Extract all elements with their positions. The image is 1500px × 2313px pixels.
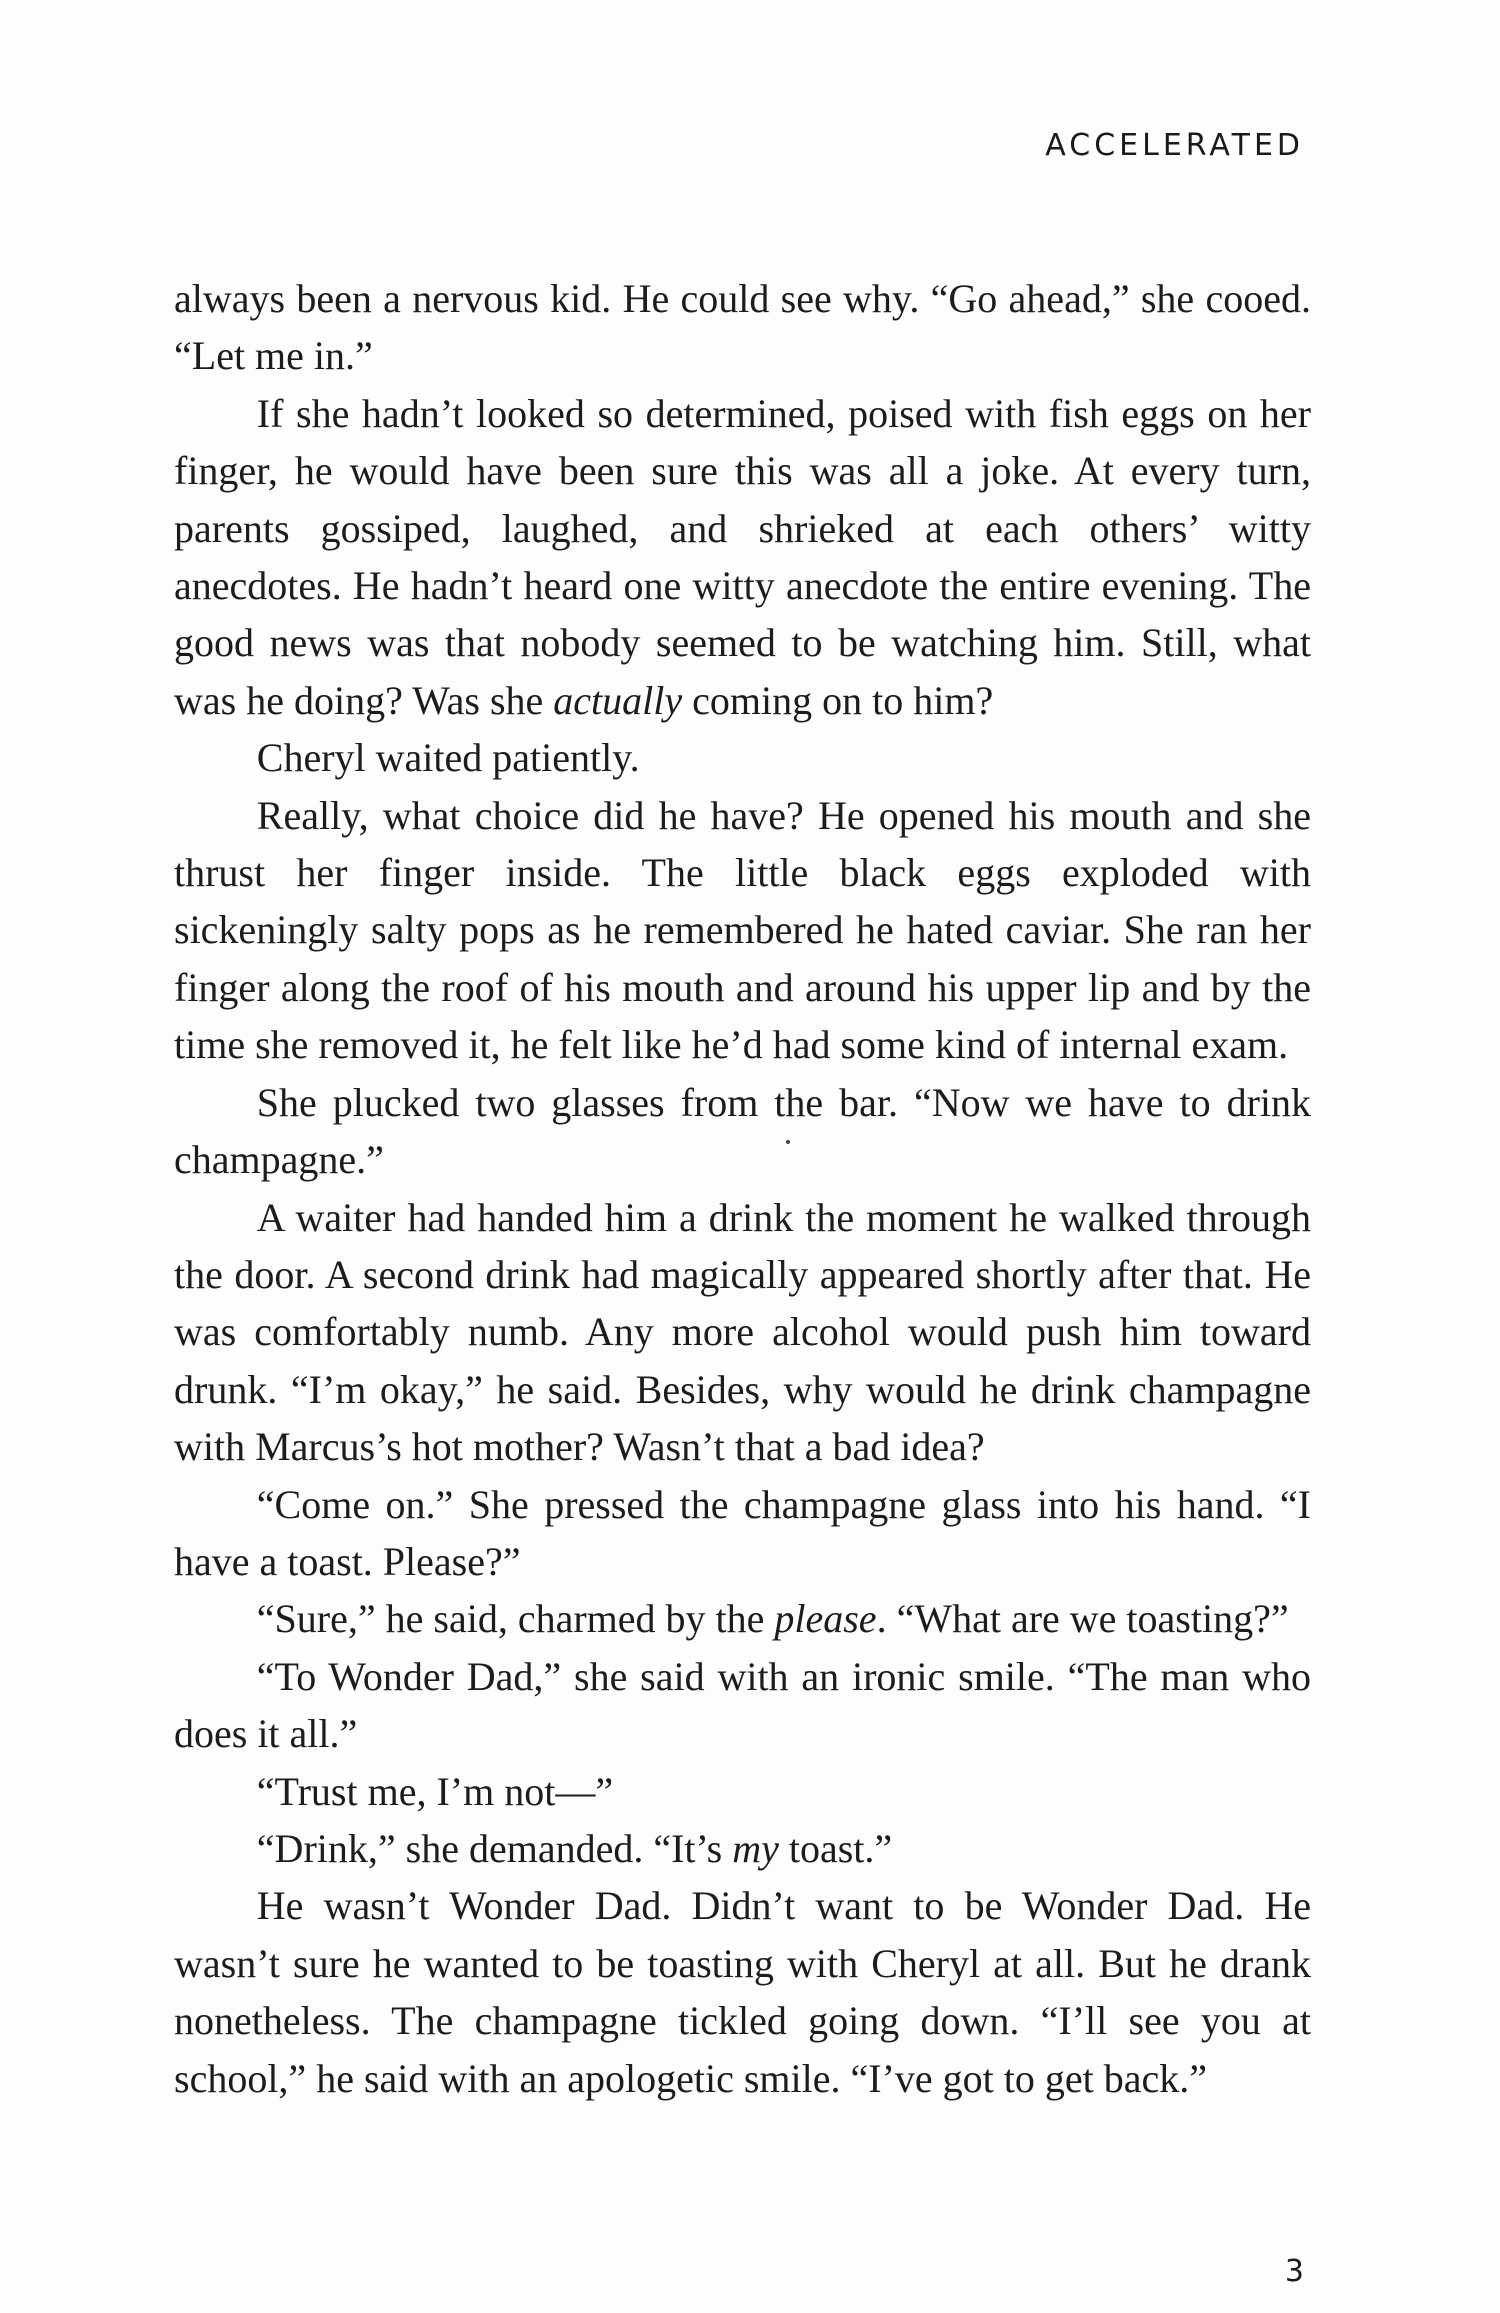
- body-text: [174, 270, 1311, 2107]
- paragraph: “To Wonder Dad,” she said with an ironic smile. “The man who does it all.”: [174, 1653, 1311, 1757]
- emphasis: actually: [553, 677, 683, 723]
- page-number: 3: [1284, 2254, 1304, 2289]
- print-speck: [786, 1140, 790, 1144]
- paragraph: He wasn’t Wonder Dad. Didn’t want to be Wonder Dad. He wasn’t sure he wanted to be toasting with Cheryl at all. But he drank nonetheless. The champagne tickled going down. “I’ll see you at school,” he said with an apologetic smile. “I’ve got to get back.”: [174, 1883, 1311, 2101]
- emphasis: please: [774, 1596, 877, 1642]
- paragraph: Really, what choice did he have? He opened his mouth and she thrust her finger inside. The little black eggs exploded with sickeningly salty pops as he remembered he hated caviar. She ran her finger along the roof of his mouth and around his upper lip and by the time she removed it, he felt like he’d had some kind of internal exam.: [174, 792, 1311, 1068]
- paragraph: She plucked two glasses from the bar. “Now we have to drink champagne.”: [174, 1079, 1311, 1183]
- emphasis: my: [732, 1825, 779, 1871]
- running-head: ACCELERATED: [1045, 128, 1304, 163]
- paragraph: “Drink,” she demanded. “It’s my toast.”: [256, 1825, 893, 1871]
- paragraph: Cheryl waited patiently.: [256, 735, 640, 781]
- paragraph: always been a nervous kid. He could see why. “Go ahead,” she cooed. “Let me in.”: [174, 276, 1311, 379]
- paragraph: A waiter had handed him a drink the moment he walked through the door. A second drink had magically appeared shortly after that. He was comfortably numb. Any more alcohol would push him toward drunk. “I’m okay,” he said. Besides, why would he drink champagne with Marcus’s hot mother? Wasn’t that a bad idea?: [174, 1194, 1311, 1470]
- paragraph: “Trust me, I’m not—”: [256, 1768, 614, 1814]
- paragraph: “Sure,” he said, charmed by the please. “What are we toasting?”: [256, 1596, 1289, 1642]
- paragraph: If she hadn’t looked so determined, poised with fish eggs on her finger, he would have been sure this was all a joke. At every turn, parents gossiped, laughed, and shrieked at each others’ witty anecdotes. He hadn’t heard one witty anecdote the entire evening. The good news was that nobody seemed to be watching him. Still, what was he doing? Was she actually coming on to him?: [174, 390, 1311, 723]
- paragraph: “Come on.” She pressed the champagne glass into his hand. “I have a toast. Please?”: [174, 1481, 1311, 1584]
